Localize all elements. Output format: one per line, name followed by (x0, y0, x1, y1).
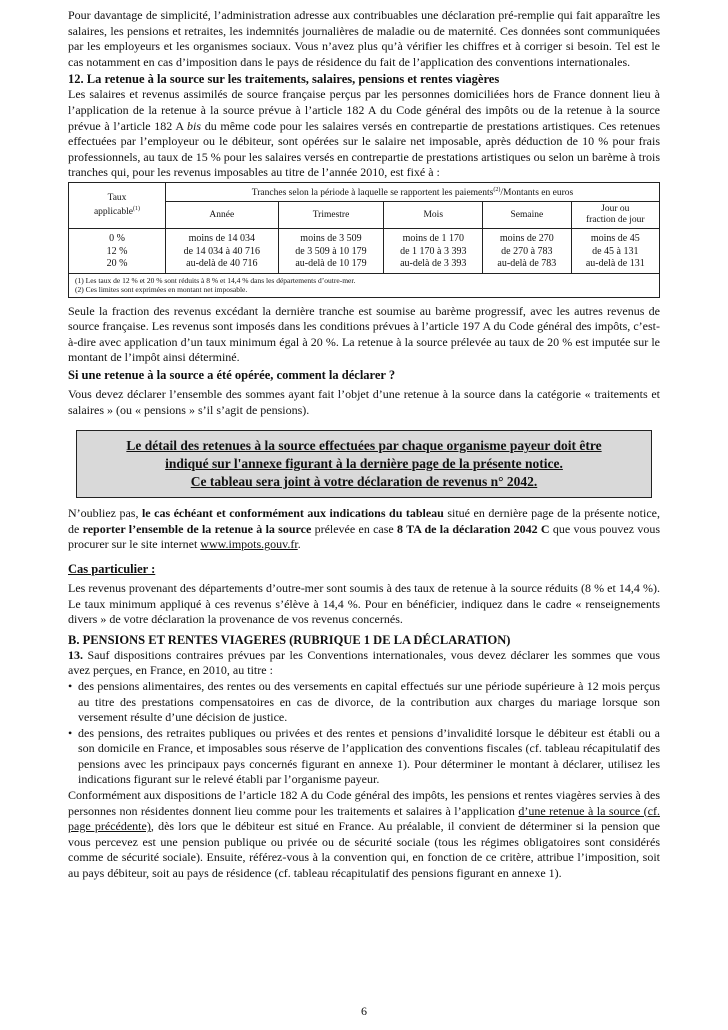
previous-page-reference: d’une retenue à la source (cf. page précédente) (68, 803, 660, 834)
cell-trimestre: moins de 3 509 de 3 509 à 10 179 au-delà de 10 179 (278, 229, 384, 274)
table-note-2: (2) Ces limites sont exprimées en montant net imposable. (75, 284, 248, 294)
page-number: 6 (361, 1004, 367, 1018)
highlight-box (76, 430, 652, 498)
col-taux-header: Taux applicable$^{(1)}$ (69, 182, 166, 228)
pension-list (68, 679, 660, 788)
cell-semaine: moins de 270 de 270 à 783 au-delà de 783 (483, 229, 571, 274)
col-semaine: Semaine (483, 202, 571, 229)
after-table-paragraph: Seule la fraction des revenus excédant la dernière tranche est soumise au barème progressif, avec les autres revenus de source française. Les revenus sont imposés dans les conditions prévues à l’article 197 A du Code général des impôts, c’est-à-dire avec application d’un taux minimum égal à 20 %. La retenue à la source prélevée au taux de 20 % est imputée sur le montant de l’impôt ainsi déterminé. (68, 303, 660, 365)
col-annee: Année (166, 202, 279, 229)
impots-website-link[interactable]: www.impots.gouv.fr (200, 537, 298, 552)
cell-taux: 0 % 12 % 20 % (69, 229, 166, 274)
highlight-line-3: Ce tableau sera joint à votre déclaration de revenus n° 2042. (190, 474, 538, 490)
section-b-title: B. PENSIONS ET RENTES VIAGERES (RUBRIQUE 1 DE LA DÉCLARATION) (68, 632, 511, 647)
col-jour: Jour ou fraction de jour (571, 202, 659, 229)
col-mois: Mois (384, 202, 483, 229)
table-notes (69, 273, 660, 297)
cell-mois: moins de 1 170 de 1 170 à 3 393 au-delà de 3 393 (384, 229, 483, 274)
section-12-paragraph: Les salaires et revenus assimilés de source française perçus par les personnes domiciliées hors de France donnent lieu à l’application de la retenue à la source prévue à l’article 182 A du Code général des impôts ou de la retenue à la source prévue à l’article 182 A bis du même code pour les salaires versés en contrepartie de prestations artistiques. Ces retenues effectuées par l’employeur ou le débiteur, sont opérées sur le salaire net imposable, après déduction de 10 % pour frais professionnels, au taux de 15 % pour les salaires versés en contrepartie de prestations artistiques ou selon un barème à trois tranches qui, pour les revenus imposables au titre de l’année 2010, est fixé à : (68, 87, 661, 180)
section-b-last-paragraph: Conformément aux dispositions de l’article 182 A du Code général des impôts, les pensions et rentes viagères servies à des personnes non résidentes donnent lieu comme pour les traitements et salaires à l’application d’une retenue à la source (cf. page précédente), dès lors que le débiteur est situé en France. Au préalable, il convient de déterminer si la pension que vous percevez est une pension publique ou privée ou de sécurité sociale (tous les régimes obligatoires sont considérés comme de sécurité sociale). Ensuite, référez-vous à la convention qui, en fonction de ce critère, attribue l’imposition, soit au pays débiteur, soit au pays de résidence (cf. tableau récapitulatif des pensions figurant en annexe 1). (68, 788, 660, 881)
list-item: • des pensions alimentaires, des rentes ou des versements en capital effectués sur une période supérieure à 12 mois perçus au titre des prestations compensatoires en cas de divorce, de la contribution aux charges du mariage lorsque son versement résulte d’une décision de justice. (68, 679, 660, 726)
reminder-paragraph: N’oubliez pas, le cas échéant et conformément aux indications du tableau situé en dernière page de la présente notice, de reporter l’ensemble de la retenue à la source prélevée en case 8 TA de la déclaration 2042 C que vous pouvez vous procurer sur le site internet www.impots.gouv.fr. (68, 506, 661, 552)
table-note-1: (1) Les taux de 12 % et 20 % sont réduits à 8 % et 14,4 % dans les départements d’outre-mer. (75, 275, 356, 285)
highlight-line-2: indiqué sur l'annexe figurant à la dernière page de la présente notice. (165, 456, 563, 472)
section-13-intro: 13. Sauf dispositions contraires prévues par les Conventions internationales, vous devez déclarer les sommes que vous avez perçues, en France, en 2010, au titre : (68, 647, 660, 678)
question-paragraph: Vous devez déclarer l’ensemble des sommes ayant fait l’objet d’une retenue à la source dans la catégorie « traitements et salaires » (ou « pensions » s’il s’agit de pensions). (68, 386, 660, 417)
list-item: • des pensions, des retraites publiques ou privées et des rentes et pensions d’invalidité lorsque le débiteur est établi ou a son domicile en France, et imposables sous réserve de l’application des conventions fiscales (cf. tableau récapitulatif des pensions avec les principaux pays concernés figurant en annexe 1). Pour déterminer le montant à déclarer, utilisez les indications figurant sur le relevé établi par l’organisme payeur. (68, 726, 660, 788)
withholding-rate-table (68, 182, 660, 298)
cell-annee: moins de 14 034 de 14 034 à 40 716 au-delà de 40 716 (166, 229, 279, 274)
intro-paragraph: Pour davantage de simplicité, l’administration adresse aux contribuables une déclaration pré-remplie qui fait apparaître les salaires, les pensions et retraites, les indemnités journalières de maladie ou de maternité. Ces données sont communiquées par les employeurs et les organismes sociaux. Vous n’avez plus qu’à vérifier les chiffres et à corriger si besoin. Tel est le cas notamment en cas d’imposition dans le pays de résidence du fait de l’application des conventions internationales. (68, 8, 660, 69)
cell-jour: moins de 45 de 45 à 131 au-delà de 131 (585, 233, 645, 270)
table-row (69, 229, 660, 274)
cas-particulier-paragraph: Les revenus provenant des départements d’outre-mer sont soumis à des taux de retenue à la source réduits (8 % et 14,4 %). Le taux minimum appliqué à ces revenus s’élève à 14,4 %. Pour en bénéficier, indiquez dans le cadre « renseignements divers » de votre déclaration la provenance de vos revenus concernés. (68, 580, 660, 627)
cas-particulier-title: Cas particulier : (68, 561, 156, 576)
section-12-title: 12. La retenue à la source sur les traitements, salaires, pensions et rentes viagères (68, 72, 500, 87)
tranches-header: Tranches selon la période à laquelle se rapportent les paiements$^{(2)}$/Montants en euros (166, 182, 660, 201)
question-title: Si une retenue à la source a été opérée, comment la déclarer ? (68, 367, 396, 382)
col-trimestre: Trimestre (278, 202, 384, 229)
highlight-line-1: Le détail des retenues à la source effectuées par chaque organisme payeur doit être (126, 438, 602, 454)
